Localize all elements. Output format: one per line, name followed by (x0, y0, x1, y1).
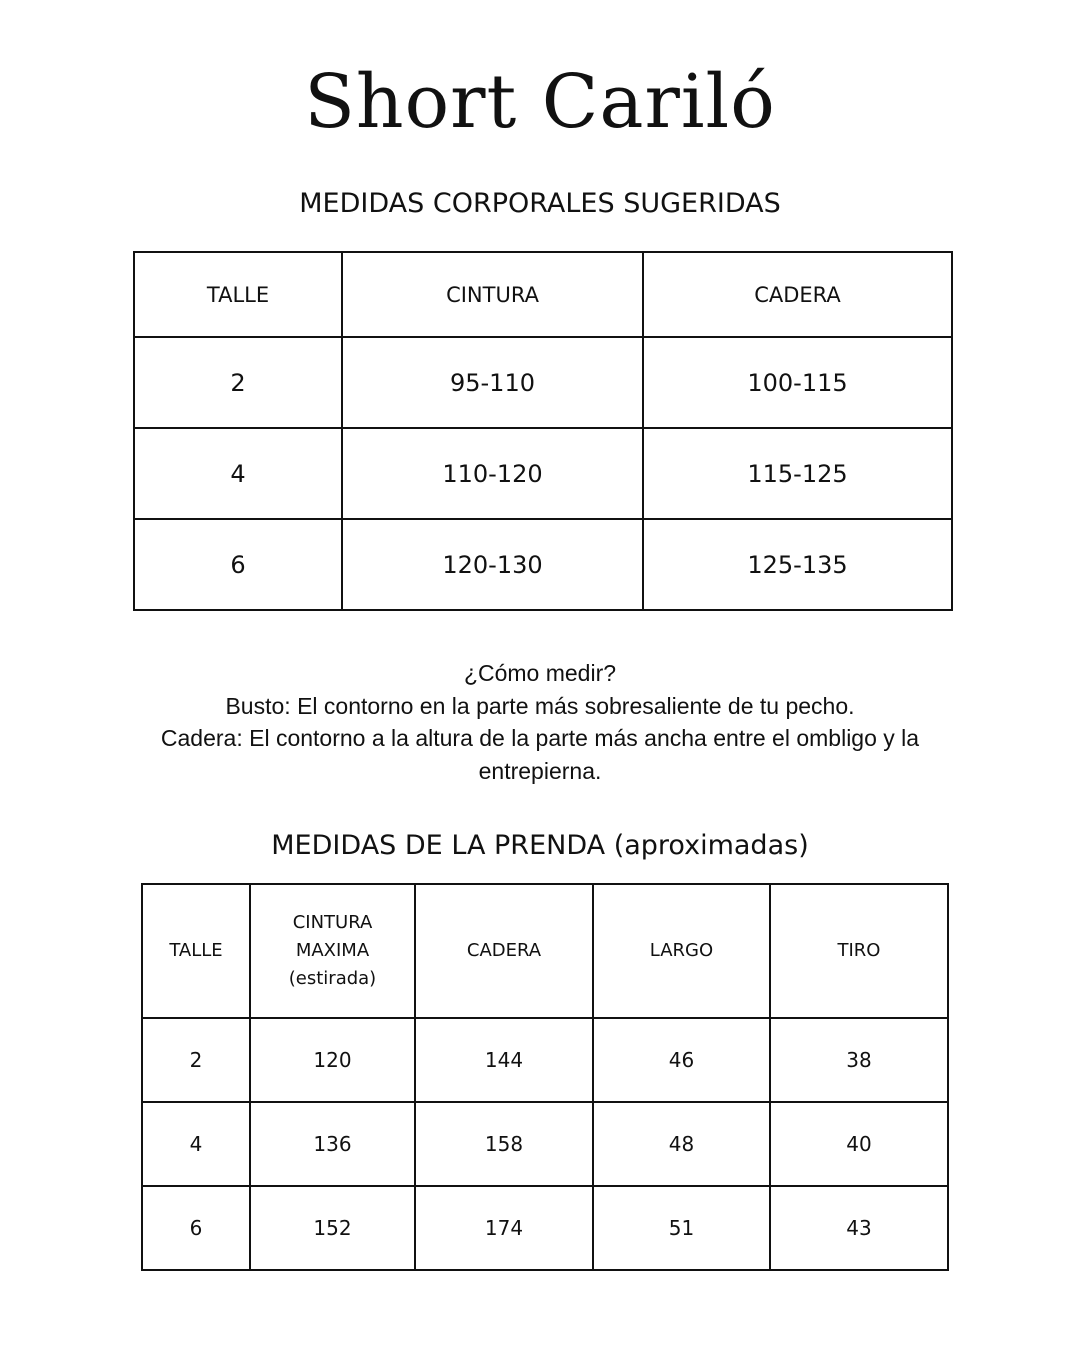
cell-cintura: 110-120 (342, 428, 643, 519)
cell-cadera: 125-135 (643, 519, 952, 610)
header-cintura: CINTURA (342, 252, 643, 337)
table-row (134, 428, 952, 519)
header-cintura-maxima (250, 884, 415, 1018)
how-to-busto: Busto: El contorno en la parte más sobresaliente de tu pecho. (225, 692, 855, 719)
header-largo: LARGO (593, 884, 770, 1018)
cell-talle: 4 (142, 1102, 250, 1186)
header-cadera: CADERA (643, 252, 952, 337)
cell-cintura: 136 (250, 1102, 415, 1186)
page-title: Short Cariló (304, 59, 776, 145)
cell-cadera: 174 (415, 1186, 593, 1270)
cell-cadera: 144 (415, 1018, 593, 1102)
cell-talle: 4 (134, 428, 342, 519)
cell-cadera: 100-115 (643, 337, 952, 428)
table-row (142, 1102, 948, 1186)
table-header-row (134, 252, 952, 337)
header-cadera: CADERA (415, 884, 593, 1018)
header-talle: TALLE (134, 252, 342, 337)
cell-largo: 46 (593, 1018, 770, 1102)
table-header-row (142, 884, 948, 1018)
how-to-measure-text (120, 657, 960, 787)
cell-cintura: 95-110 (342, 337, 643, 428)
cell-talle: 2 (142, 1018, 250, 1102)
garment-measures-table (141, 883, 949, 1271)
cell-cintura: 120-130 (342, 519, 643, 610)
how-to-cadera-line1: Cadera: El contorno a la altura de la parte más ancha entre el ombligo y la (160, 725, 920, 751)
cell-largo: 51 (593, 1186, 770, 1270)
cell-cintura: 120 (250, 1018, 415, 1102)
table-row (142, 1186, 948, 1270)
table-row (134, 337, 952, 428)
cell-talle: 6 (142, 1186, 250, 1270)
cell-cintura: 152 (250, 1186, 415, 1270)
header-cintura-line2: MAXIMA (295, 940, 370, 961)
header-cintura-line3: (estirada) (288, 968, 377, 989)
cell-tiro: 43 (770, 1186, 948, 1270)
table-row (142, 1018, 948, 1102)
cell-cadera: 158 (415, 1102, 593, 1186)
header-talle: TALLE (142, 884, 250, 1018)
header-cintura-line1: CINTURA (292, 912, 373, 933)
table-row (134, 519, 952, 610)
cell-talle: 2 (134, 337, 342, 428)
cell-tiro: 40 (770, 1102, 948, 1186)
cell-tiro: 38 (770, 1018, 948, 1102)
cell-largo: 48 (593, 1102, 770, 1186)
cell-talle: 6 (134, 519, 342, 610)
how-to-question: ¿Cómo medir? (463, 660, 617, 686)
body-measures-heading: MEDIDAS CORPORALES SUGERIDAS (299, 188, 781, 219)
body-measures-table (133, 251, 953, 611)
how-to-cadera-line2: entrepierna. (478, 757, 602, 784)
cell-cadera: 115-125 (643, 428, 952, 519)
garment-measures-heading: MEDIDAS DE LA PRENDA (aproximadas) (271, 830, 809, 861)
header-tiro: TIRO (770, 884, 948, 1018)
